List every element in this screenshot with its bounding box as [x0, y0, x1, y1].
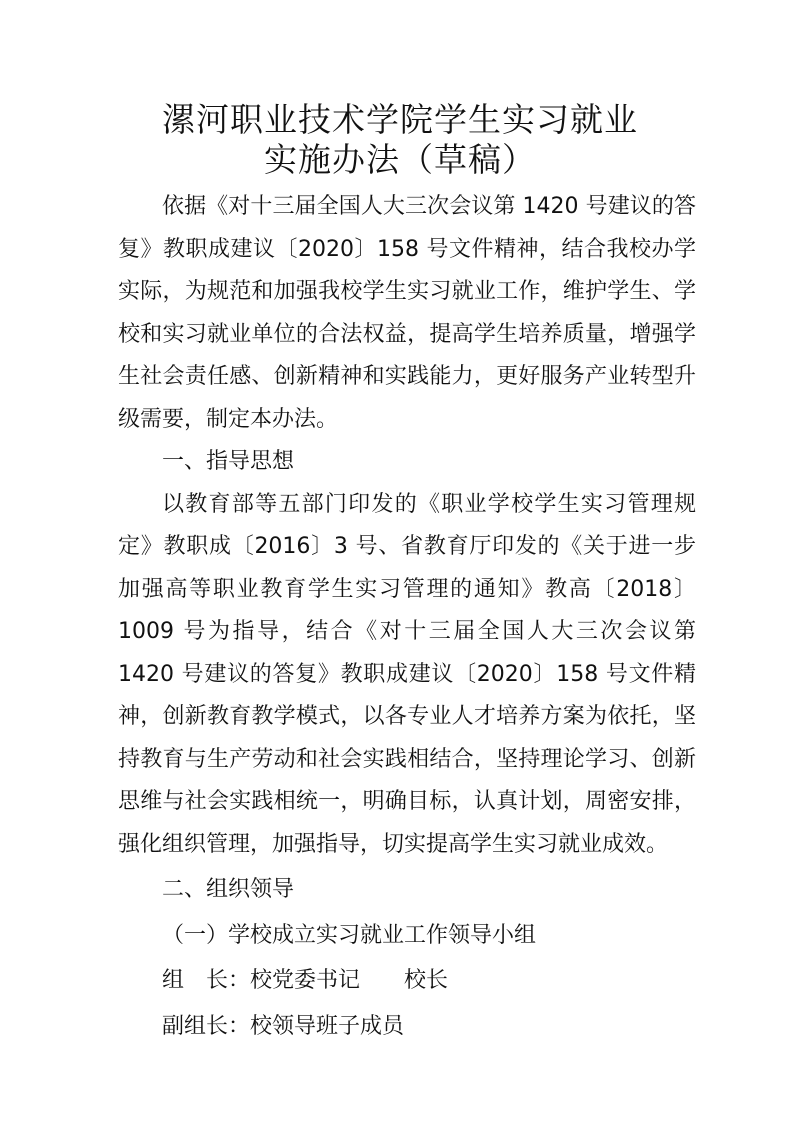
group-leader-line	[118, 960, 696, 1003]
document-title-line1: 漯河职业技术学院学生实习就业	[162, 100, 638, 139]
group-leader-label: 组 长：	[162, 968, 251, 993]
deputy-leader-value: 校领导班子成员	[250, 1013, 405, 1039]
deputy-leader-label: 副组长：	[162, 1013, 251, 1039]
intro-paragraph: 依据《对十三届全国人大三次会议第 1420 号建议的答复》教职成建议〔2020〕158 号文件精神，结合我校办学实际，为规范和加强我校学生实习就业工作，维护学生、学校和实习就业单位的合法权益，提高学生培养质量，增强学生社会责任感、创新精神和实践能力，更好服务产业转型升级需要，制定本办法。	[118, 194, 696, 432]
group-leader-value: 校党委书记 校长	[250, 968, 449, 993]
document-body	[118, 186, 696, 1048]
subsection-heading-leading-group: （一）学校成立实习就业工作领导小组	[162, 922, 537, 948]
deputy-leader-line	[118, 1006, 696, 1049]
section-heading-organization: 二、组织领导	[162, 877, 295, 902]
section-heading-guiding-ideology: 一、指导思想	[162, 449, 295, 474]
guiding-ideology-paragraph: 以教育部等五部门印发的《职业学校学生实习管理规定》教职成〔2016〕3 号、省教育厅印发的《关于进一步加强高等职业教育学生实习管理的通知》教高〔2018〕1009 号为指导，结合《对十三届全国人大三次会议第 1420 号建议的答复》教职成建议〔2020〕158 号文件精神，创新教育教学模式，以各专业人才培养方案为依托，坚持教育与生产劳动和社会实践相结合，坚持理论学习、创新思维与社会实践相统一，明确目标，认真计划，周密安排，强化组织管理，加强指导，切实提高学生实习就业成效。	[118, 491, 696, 857]
document-title-line2: 实施办法（草稿）	[264, 140, 536, 179]
